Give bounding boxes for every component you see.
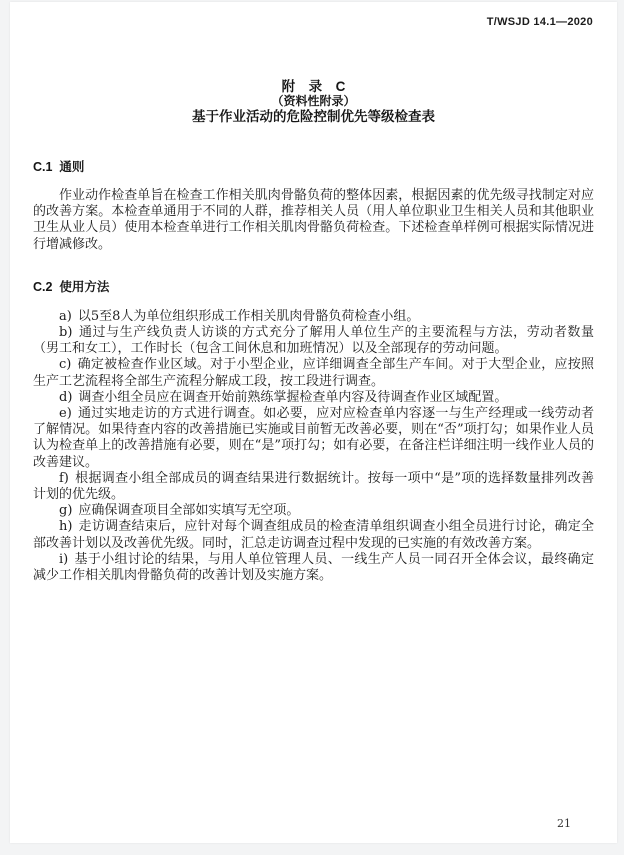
document-page xyxy=(10,2,617,843)
appendix-subtitle: （资料性附录） xyxy=(271,94,356,108)
page-content xyxy=(10,79,617,584)
list-text-a: 以5至8人为单位组织形成工作相关肌肉骨骼负荷检查小组。 xyxy=(77,308,420,324)
list-item-d xyxy=(33,390,594,406)
list-marker-g: g) xyxy=(59,503,73,519)
list-text-b: 通过与生产线负责人访谈的方式充分了解用人单位生产的主要流程与方法，劳动者数量（男工和女工），工作时长（包含工间休息和加班情况）以及全部现存的劳动问题。 xyxy=(33,325,594,357)
section-c1 xyxy=(33,159,594,253)
section-c1-heading: C.1 通则 xyxy=(33,160,85,174)
doc-code-header: T/WSJD 14.1—2020 xyxy=(486,16,593,28)
list-item-f xyxy=(33,471,594,503)
list-text-i: 基于小组讨论的结果，与用人单位管理人员、一线生产人员一同召开全体会议，最终确定减少工作相关肌肉骨骼负荷的改善计划及实施方案。 xyxy=(33,551,594,584)
list-text-f: 根据调查小组全部成员的调查结果进行数据统计。按每一项中“是”项的选择数量排列改善计划的优先级。 xyxy=(33,470,594,503)
list-text-d: 调查小组全员应在调查开始前熟练掌握检查单内容及待调查作业区域配置。 xyxy=(78,389,508,405)
list-text-g: 应确保调查项目全部如实填写无空项。 xyxy=(78,503,300,519)
appendix-title: 附 录 C xyxy=(281,79,346,94)
list-marker-e: e) xyxy=(59,406,72,422)
list-item-e xyxy=(33,406,594,471)
section-c2-heading: C.2 使用方法 xyxy=(33,279,110,294)
page-number: 21 xyxy=(557,817,571,830)
list-item-i xyxy=(33,552,594,584)
list-item-b xyxy=(33,325,594,357)
list-marker-i: i) xyxy=(59,551,69,567)
list-item-g xyxy=(33,503,594,519)
list-marker-f: f) xyxy=(59,470,69,486)
section-c2 xyxy=(33,279,594,584)
section-c1-paragraph: 作业动作检查单旨在检查工作相关肌肉骨骼负荷的整体因素，根据因素的优先级寻找制定对应的改善方案。本检查单通用于不同的人群，推荐相关人员（用人单位职业卫生相关人员和其他职业卫生从业人员）使用本检查单进行工作相关肌肉骨骼负荷检查。下述检查单样例可根据实际情况进行增减修改。 xyxy=(33,188,594,252)
list-marker-h: h) xyxy=(59,519,73,535)
list-marker-d: d) xyxy=(59,389,73,405)
list-marker-b: b) xyxy=(59,325,73,341)
appendix-table-title: 基于作业活动的危险控制优先等级检查表 xyxy=(192,109,435,124)
list-item-a xyxy=(33,309,594,325)
list-item-h xyxy=(33,519,594,551)
list-text-h: 走访调查结束后，应针对每个调查组成员的检查清单组织调查小组全员进行讨论，确定全部改善计划以及改善优先级。同时，汇总走访调查过程中发现的已实施的有效改善方案。 xyxy=(33,519,594,551)
list-marker-a: a) xyxy=(59,308,72,324)
procedure-list xyxy=(33,309,594,584)
list-item-c xyxy=(33,357,594,389)
list-text-e: 通过实地走访的方式进行调查。如必要，应对应检查单内容逐一与生产经理或一线劳动者了解情况。如果待查内容的改善措施已实施或目前暂无改善必要，则在“否”项打勾；如果作业人员认为检查单上的改善措施有必要，则在“是”项打勾；如有必要，在备注栏详细注明一线作业人员的改善建议。 xyxy=(33,406,594,470)
list-text-c: 确定被检查作业区域。对于小型企业，应详细调查全部生产车间。对于大型企业，应按照生产工艺流程将全部生产流程分解成工段，按工段进行调查。 xyxy=(33,357,594,389)
appendix-title-block xyxy=(33,79,594,124)
list-marker-c: c) xyxy=(59,357,72,373)
